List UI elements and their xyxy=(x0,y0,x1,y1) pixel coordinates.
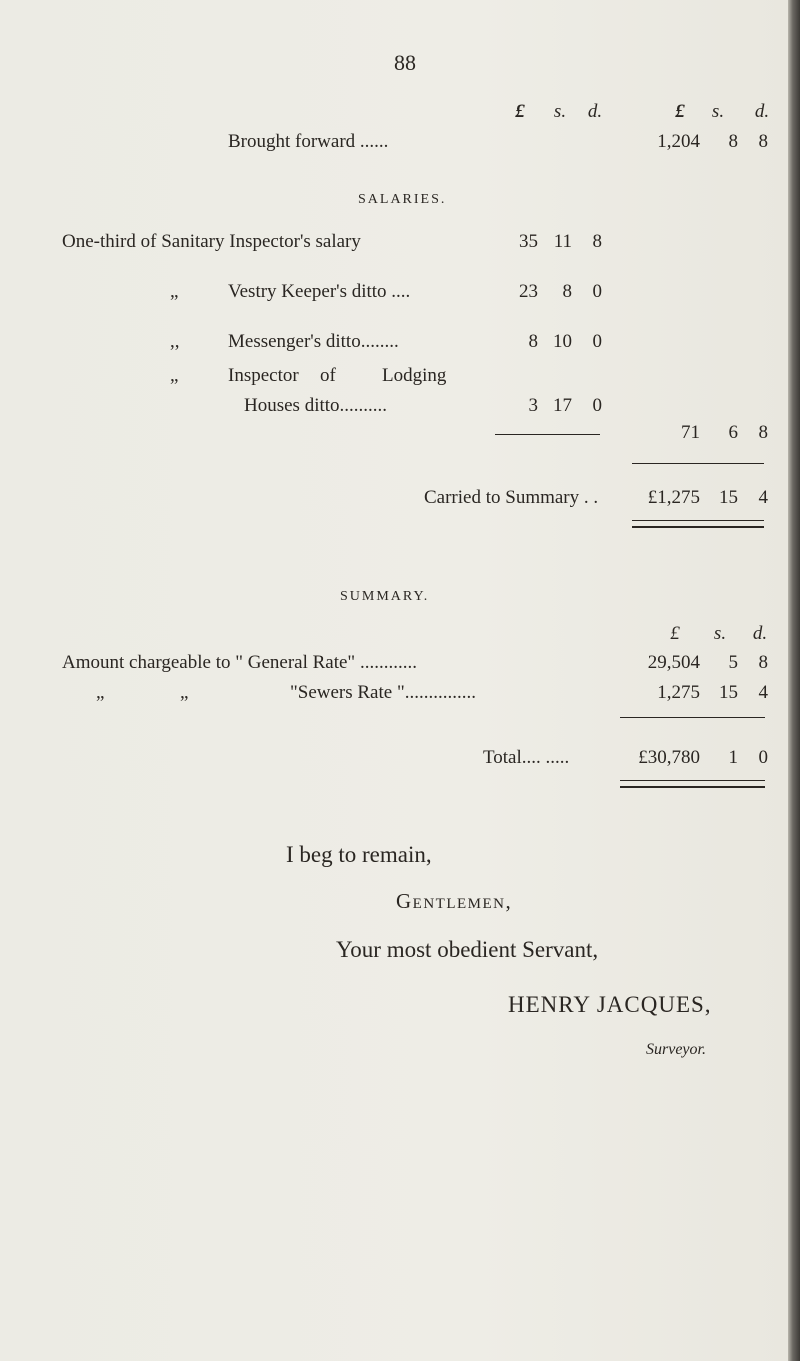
summary-row-pence: 4 xyxy=(758,682,768,703)
total-rule-top xyxy=(620,717,765,718)
header-shillings-right: s. xyxy=(711,101,725,122)
carried-double-rule xyxy=(632,526,764,528)
summary-row-shillings: 15 xyxy=(719,682,738,703)
salary-row-pounds: 8 xyxy=(528,331,538,352)
ditto-mark: „ xyxy=(180,682,189,703)
carried-to-summary-label: Carried to Summary . . xyxy=(424,487,599,508)
salary-row-pounds: 23 xyxy=(519,281,538,302)
salary-row-label-word: Lodging xyxy=(382,365,447,386)
header-pence-right: d. xyxy=(754,101,770,122)
salary-row-label: Houses ditto.......... xyxy=(244,395,388,416)
carried-double-rule xyxy=(632,520,764,521)
carried-to-summary-shillings: 15 xyxy=(719,487,738,508)
salary-row-label: One-third of Sanitary Inspector's salary xyxy=(62,231,361,252)
salary-row-pence: 0 xyxy=(592,395,602,416)
summary-header-shillings: s. xyxy=(713,623,727,644)
total-double-rule xyxy=(620,780,765,781)
salary-row-pence: 8 xyxy=(592,231,602,252)
salary-row-shillings: 17 xyxy=(553,395,572,416)
signature: HENRY JACQUES, xyxy=(508,992,712,1017)
salaries-subtotal-pounds: 71 xyxy=(681,422,700,443)
brought-forward-shillings: 8 xyxy=(728,131,738,152)
ditto-mark: ,, xyxy=(170,331,180,352)
total-pounds: £30,780 xyxy=(638,747,700,768)
brought-forward-pence: 8 xyxy=(758,131,768,152)
total-label: Total.... ..... xyxy=(483,747,570,768)
carried-to-summary-pence: 4 xyxy=(758,487,768,508)
carried-to-summary-pounds: £1,275 xyxy=(647,487,700,508)
salaries-subtotal-shillings: 6 xyxy=(728,422,738,443)
subtotal-rule xyxy=(495,434,600,435)
salary-row-pounds: 3 xyxy=(528,395,538,416)
salary-row-pounds: 35 xyxy=(519,231,538,252)
salary-row-label-word: of xyxy=(320,365,336,386)
summary-row-label: Amount chargeable to " General Rate" ............ xyxy=(62,652,417,673)
header-pence-left: d. xyxy=(587,101,603,122)
page-number: 88 xyxy=(394,50,416,75)
salary-row-pence: 0 xyxy=(592,281,602,302)
summary-header-pounds: £ xyxy=(670,623,680,644)
header-pounds-left: £ xyxy=(515,101,525,122)
salaries-heading: SALARIES. xyxy=(358,192,447,207)
ditto-mark: „ xyxy=(96,682,105,703)
summary-row-pence: 8 xyxy=(758,652,768,673)
salaries-subtotal-pence: 8 xyxy=(758,422,768,443)
brought-forward-label: Brought forward ...... xyxy=(228,131,389,152)
summary-heading: SUMMARY. xyxy=(340,589,430,604)
closing-line: I beg to remain, xyxy=(286,842,432,867)
closing-line: Your most obedient Servant, xyxy=(336,937,599,962)
salary-row-shillings: 11 xyxy=(553,231,572,252)
summary-row-pounds: 29,504 xyxy=(647,652,700,673)
header-pounds-right: £ xyxy=(675,101,685,122)
closing-salutation: Gentlemen, xyxy=(396,889,513,913)
total-shillings: 1 xyxy=(728,747,738,768)
salary-row-pence: 0 xyxy=(592,331,602,352)
summary-header-pence: d. xyxy=(752,623,768,644)
total-pence: 0 xyxy=(758,747,768,768)
salary-row-label: Vestry Keeper's ditto .... xyxy=(228,281,411,302)
salary-row-shillings: 8 xyxy=(562,281,572,302)
ditto-mark: „ xyxy=(170,365,179,386)
page-edge xyxy=(788,0,800,1361)
header-shillings-left: s. xyxy=(553,101,567,122)
summary-row-pounds: 1,275 xyxy=(657,682,700,703)
carried-rule-top xyxy=(632,463,764,464)
signatory-title: Surveyor. xyxy=(646,1041,706,1058)
salary-row-label: Messenger's ditto........ xyxy=(228,331,399,352)
salary-row-shillings: 10 xyxy=(553,331,572,352)
salary-row-label-word: Inspector xyxy=(228,365,299,386)
summary-row-label: "Sewers Rate "............... xyxy=(290,682,476,703)
brought-forward-pounds: 1,204 xyxy=(657,131,700,152)
summary-row-shillings: 5 xyxy=(728,652,738,673)
ditto-mark: „ xyxy=(170,281,179,302)
total-double-rule xyxy=(620,786,765,788)
